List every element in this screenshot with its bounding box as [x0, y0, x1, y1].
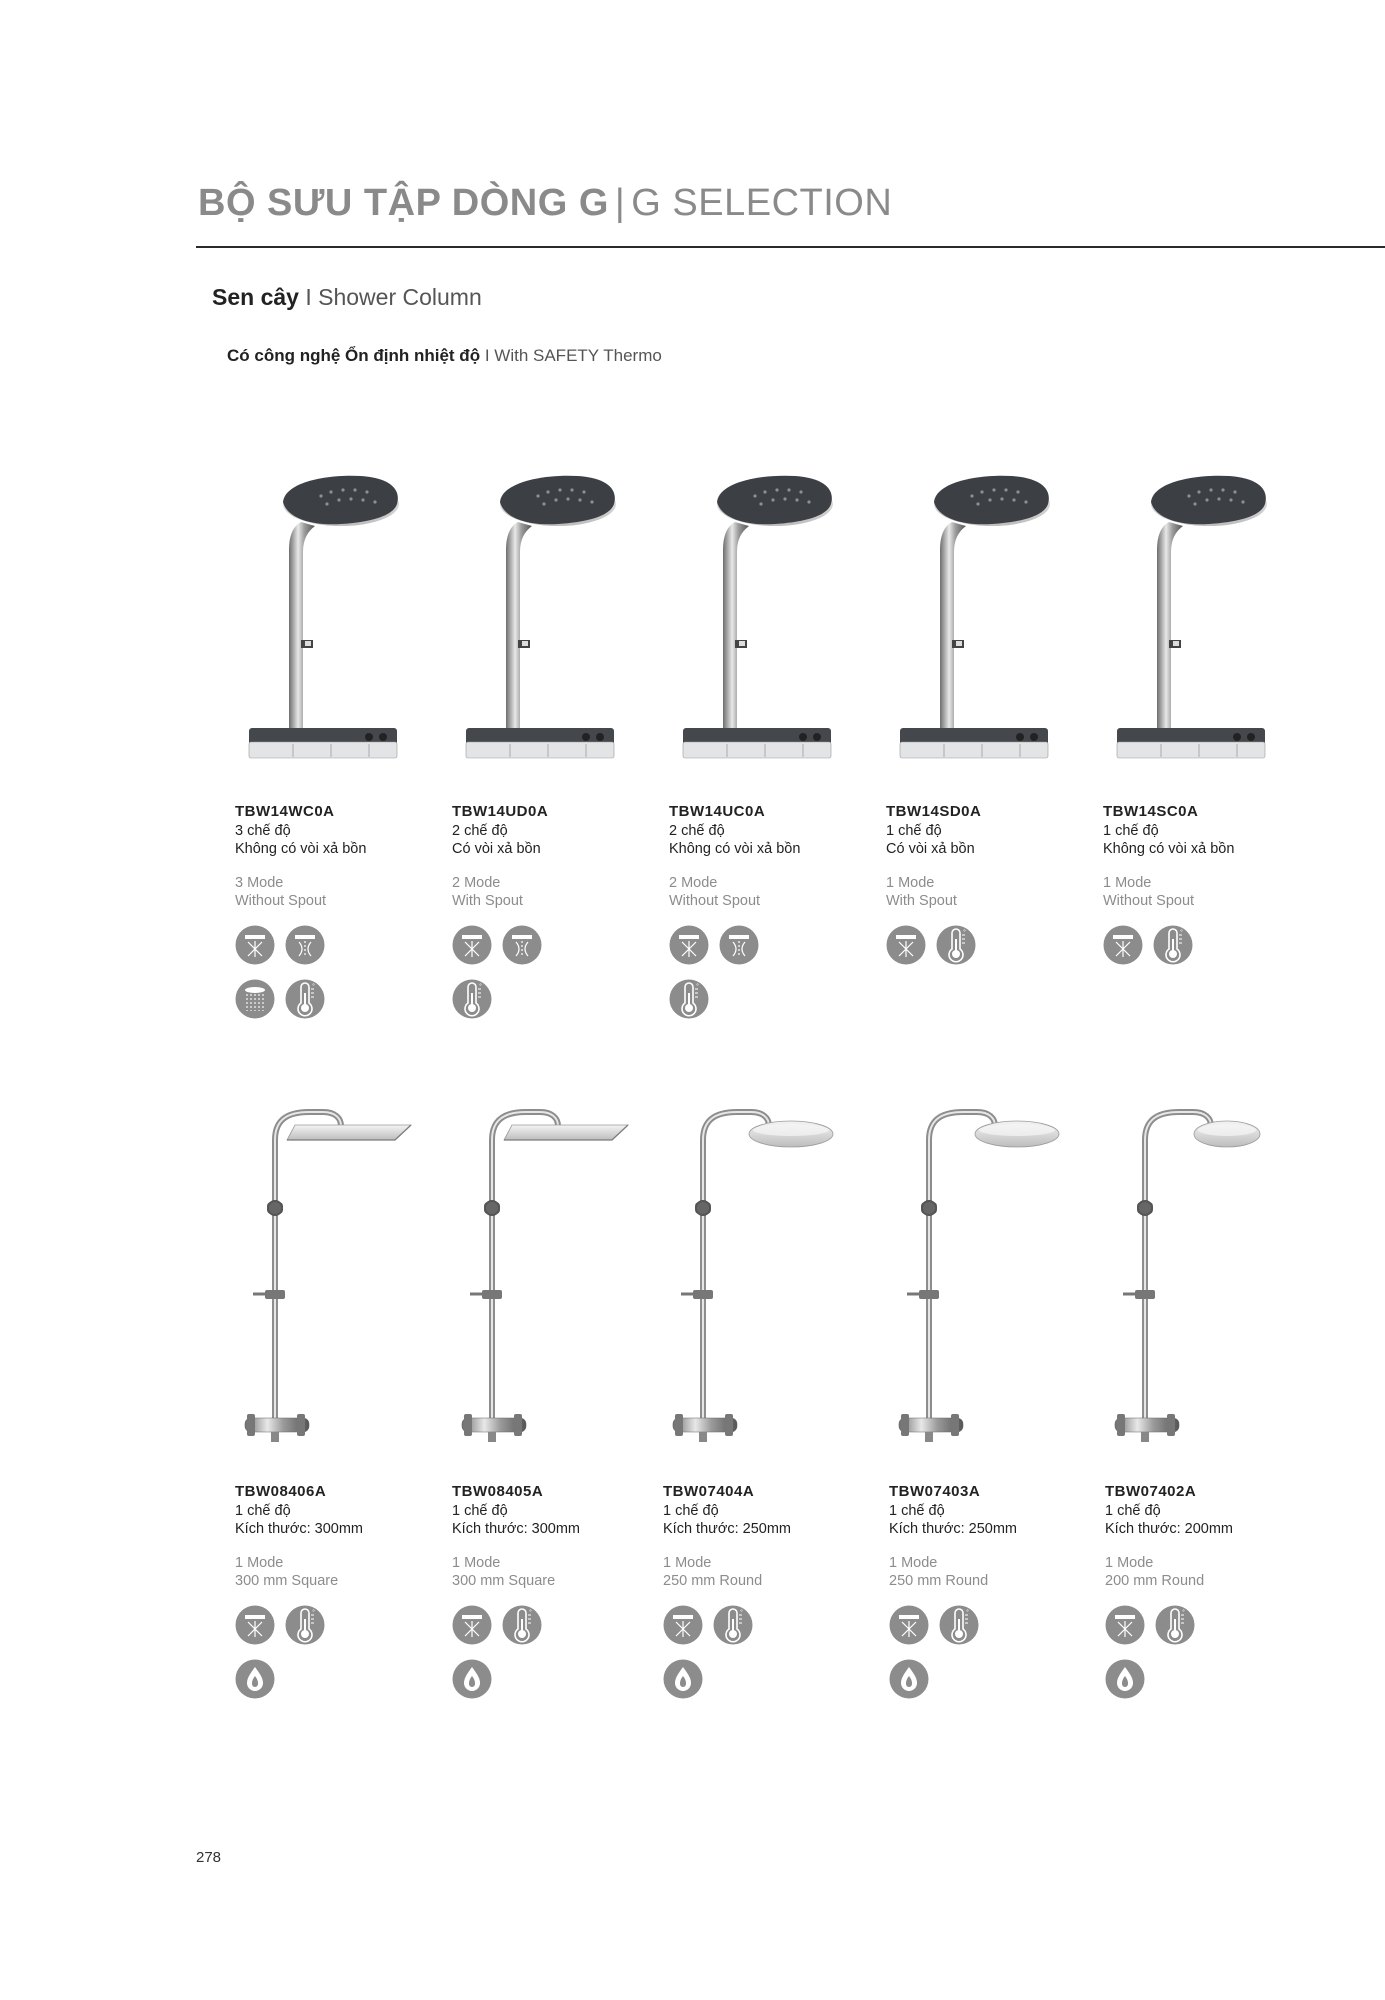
- product-image: [1099, 460, 1299, 775]
- product-modes-en: 1 Mode: [889, 1555, 938, 1571]
- product-detail-vn: Kích thước: 250mm: [889, 1521, 1018, 1537]
- thermostat-icon: [1155, 1605, 1195, 1650]
- product-modes-vn: 1 chế độ: [886, 823, 942, 839]
- page-title-vn: BỘ SƯU TẬP DÒNG G: [198, 182, 609, 224]
- feature-icons: [452, 1605, 562, 1704]
- product-modes-en: 3 Mode: [235, 875, 284, 891]
- subsection-title-en: With SAFETY Thermo: [494, 346, 662, 365]
- product-code: TBW07404A: [663, 1483, 755, 1500]
- svg-text:°: °: [696, 983, 699, 990]
- section-title-vn: Sen cây: [212, 284, 299, 310]
- feature-icons: [1103, 925, 1213, 970]
- product-info: [235, 1482, 445, 1704]
- svg-text:°: °: [966, 1609, 969, 1616]
- thermostat-icon: [285, 1605, 325, 1650]
- product-detail-en: 300 mm Square: [452, 1573, 556, 1589]
- water-saving-icon: [1105, 1659, 1145, 1704]
- shower-mode-icon: [886, 925, 926, 970]
- product-modes-en: 1 Mode: [663, 1555, 712, 1571]
- thermostat-icon: [502, 1605, 542, 1650]
- thermostat-icon: [713, 1605, 753, 1650]
- product-image: [882, 460, 1082, 775]
- svg-text:°: °: [1182, 1609, 1185, 1616]
- product-modes-en: 1 Mode: [1103, 875, 1152, 891]
- thermostat-icon: [936, 925, 976, 970]
- product-image: [659, 1100, 859, 1465]
- shower-mode-icon: [889, 1605, 929, 1650]
- product-image: [448, 1100, 648, 1465]
- shower-mode-icon: [452, 1605, 492, 1650]
- product-info: [663, 1482, 873, 1704]
- section-title-separator: I: [305, 284, 312, 310]
- product-modes-vn: 2 chế độ: [669, 823, 725, 839]
- water-saving-icon: [235, 1659, 275, 1704]
- product-modes-vn: 1 chế độ: [663, 1503, 719, 1519]
- feature-icons: [886, 925, 996, 970]
- product-detail-en: 250 mm Round: [889, 1573, 989, 1589]
- product-detail-en: Without Spout: [235, 893, 327, 909]
- product-detail-en: Without Spout: [1103, 893, 1195, 909]
- product-detail-vn: Kích thước: 300mm: [452, 1521, 581, 1537]
- product-modes-vn: 1 chế độ: [1105, 1503, 1161, 1519]
- product-image: [665, 460, 865, 775]
- product-detail-vn: Không có vòi xả bồn: [1103, 841, 1235, 857]
- subsection-title-vn: Có công nghệ Ổn định nhiệt độ: [227, 346, 481, 365]
- shower-mode-icon: [1105, 1605, 1145, 1650]
- product-detail-vn: Kích thước: 200mm: [1105, 1521, 1234, 1537]
- product-detail-vn: Kích thước: 250mm: [663, 1521, 792, 1537]
- product-modes-vn: 1 chế độ: [889, 1503, 945, 1519]
- shower-mode-icon: [235, 925, 275, 970]
- shower-mode-icon: [452, 925, 492, 970]
- spray-mode-icon: [235, 979, 275, 1024]
- product-image: [231, 1100, 431, 1465]
- rain-mode-icon: [285, 925, 325, 970]
- feature-icons: [452, 925, 562, 1024]
- product-info: [669, 802, 879, 1024]
- product-info: [1103, 802, 1313, 970]
- product-detail-en: 200 mm Round: [1105, 1573, 1205, 1589]
- shower-mode-icon: [1103, 925, 1143, 970]
- product-modes-en: 2 Mode: [452, 875, 501, 891]
- feature-icons: [663, 1605, 773, 1704]
- product-detail-vn: Có vòi xả bồn: [886, 841, 975, 857]
- rain-mode-icon: [502, 925, 542, 970]
- product-modes-vn: 1 chế độ: [452, 1503, 508, 1519]
- product-info: [1105, 1482, 1315, 1704]
- product-image: [231, 460, 431, 775]
- page-title: [198, 182, 892, 225]
- product-modes-en: 1 Mode: [452, 1555, 501, 1571]
- product-detail-en: With Spout: [886, 893, 957, 909]
- product-detail-en: Without Spout: [669, 893, 761, 909]
- rain-mode-icon: [719, 925, 759, 970]
- section-title-en: Shower Column: [318, 284, 482, 310]
- water-saving-icon: [663, 1659, 703, 1704]
- svg-text:°: °: [1180, 929, 1183, 936]
- page-number: 278: [196, 1849, 222, 1866]
- product-modes-en: 1 Mode: [235, 1555, 284, 1571]
- page-title-en: G SELECTION: [631, 182, 893, 224]
- product-code: TBW07403A: [889, 1483, 981, 1500]
- shower-mode-icon: [235, 1605, 275, 1650]
- water-saving-icon: [452, 1659, 492, 1704]
- svg-text:°: °: [479, 983, 482, 990]
- subsection-title-separator: I: [484, 346, 490, 365]
- svg-text:°: °: [740, 1609, 743, 1616]
- product-info: [886, 802, 1096, 970]
- product-modes-en: 1 Mode: [886, 875, 935, 891]
- svg-text:°: °: [312, 983, 315, 990]
- product-detail-vn: Có vòi xả bồn: [452, 841, 541, 857]
- product-modes-vn: 2 chế độ: [452, 823, 508, 839]
- water-saving-icon: [889, 1659, 929, 1704]
- feature-icons: [889, 1605, 999, 1704]
- product-modes-vn: 1 chế độ: [1103, 823, 1159, 839]
- product-detail-vn: Không có vòi xả bồn: [669, 841, 801, 857]
- thermostat-icon: [1153, 925, 1193, 970]
- product-code: TBW14WC0A: [235, 803, 335, 820]
- product-code: TBW08405A: [452, 1483, 544, 1500]
- page-title-separator: |: [614, 182, 626, 224]
- subsection-title: [227, 346, 662, 366]
- product-code: TBW14UC0A: [669, 803, 766, 820]
- product-image: [1101, 1100, 1301, 1465]
- product-code: TBW07402A: [1105, 1483, 1197, 1500]
- product-detail-vn: Kích thước: 300mm: [235, 1521, 364, 1537]
- product-code: TBW14UD0A: [452, 803, 549, 820]
- shower-mode-icon: [669, 925, 709, 970]
- feature-icons: [1105, 1605, 1215, 1704]
- product-modes-vn: 1 chế độ: [235, 1503, 291, 1519]
- product-code: TBW08406A: [235, 1483, 327, 1500]
- product-detail-en: 300 mm Square: [235, 1573, 339, 1589]
- product-detail-vn: Không có vòi xả bồn: [235, 841, 367, 857]
- product-info: [452, 1482, 662, 1704]
- feature-icons: [235, 925, 345, 1024]
- svg-text:°: °: [529, 1609, 532, 1616]
- thermostat-icon: [939, 1605, 979, 1650]
- svg-text:°: °: [963, 929, 966, 936]
- header-divider: [196, 246, 1385, 248]
- product-detail-en: 250 mm Round: [663, 1573, 763, 1589]
- svg-text:°: °: [312, 1609, 315, 1616]
- product-code: TBW14SD0A: [886, 803, 982, 820]
- product-modes-en: 1 Mode: [1105, 1555, 1154, 1571]
- thermostat-icon: [285, 979, 325, 1024]
- shower-mode-icon: [663, 1605, 703, 1650]
- product-detail-en: With Spout: [452, 893, 523, 909]
- section-title: [212, 284, 482, 311]
- product-code: TBW14SC0A: [1103, 803, 1199, 820]
- product-info: [452, 802, 662, 1024]
- product-info: [889, 1482, 1099, 1704]
- product-modes-en: 2 Mode: [669, 875, 718, 891]
- product-image: [885, 1100, 1085, 1465]
- product-image: [448, 460, 648, 775]
- thermostat-icon: [669, 979, 709, 1024]
- thermostat-icon: [452, 979, 492, 1024]
- feature-icons: [669, 925, 779, 1024]
- product-modes-vn: 3 chế độ: [235, 823, 291, 839]
- product-info: [235, 802, 445, 1024]
- feature-icons: [235, 1605, 345, 1704]
